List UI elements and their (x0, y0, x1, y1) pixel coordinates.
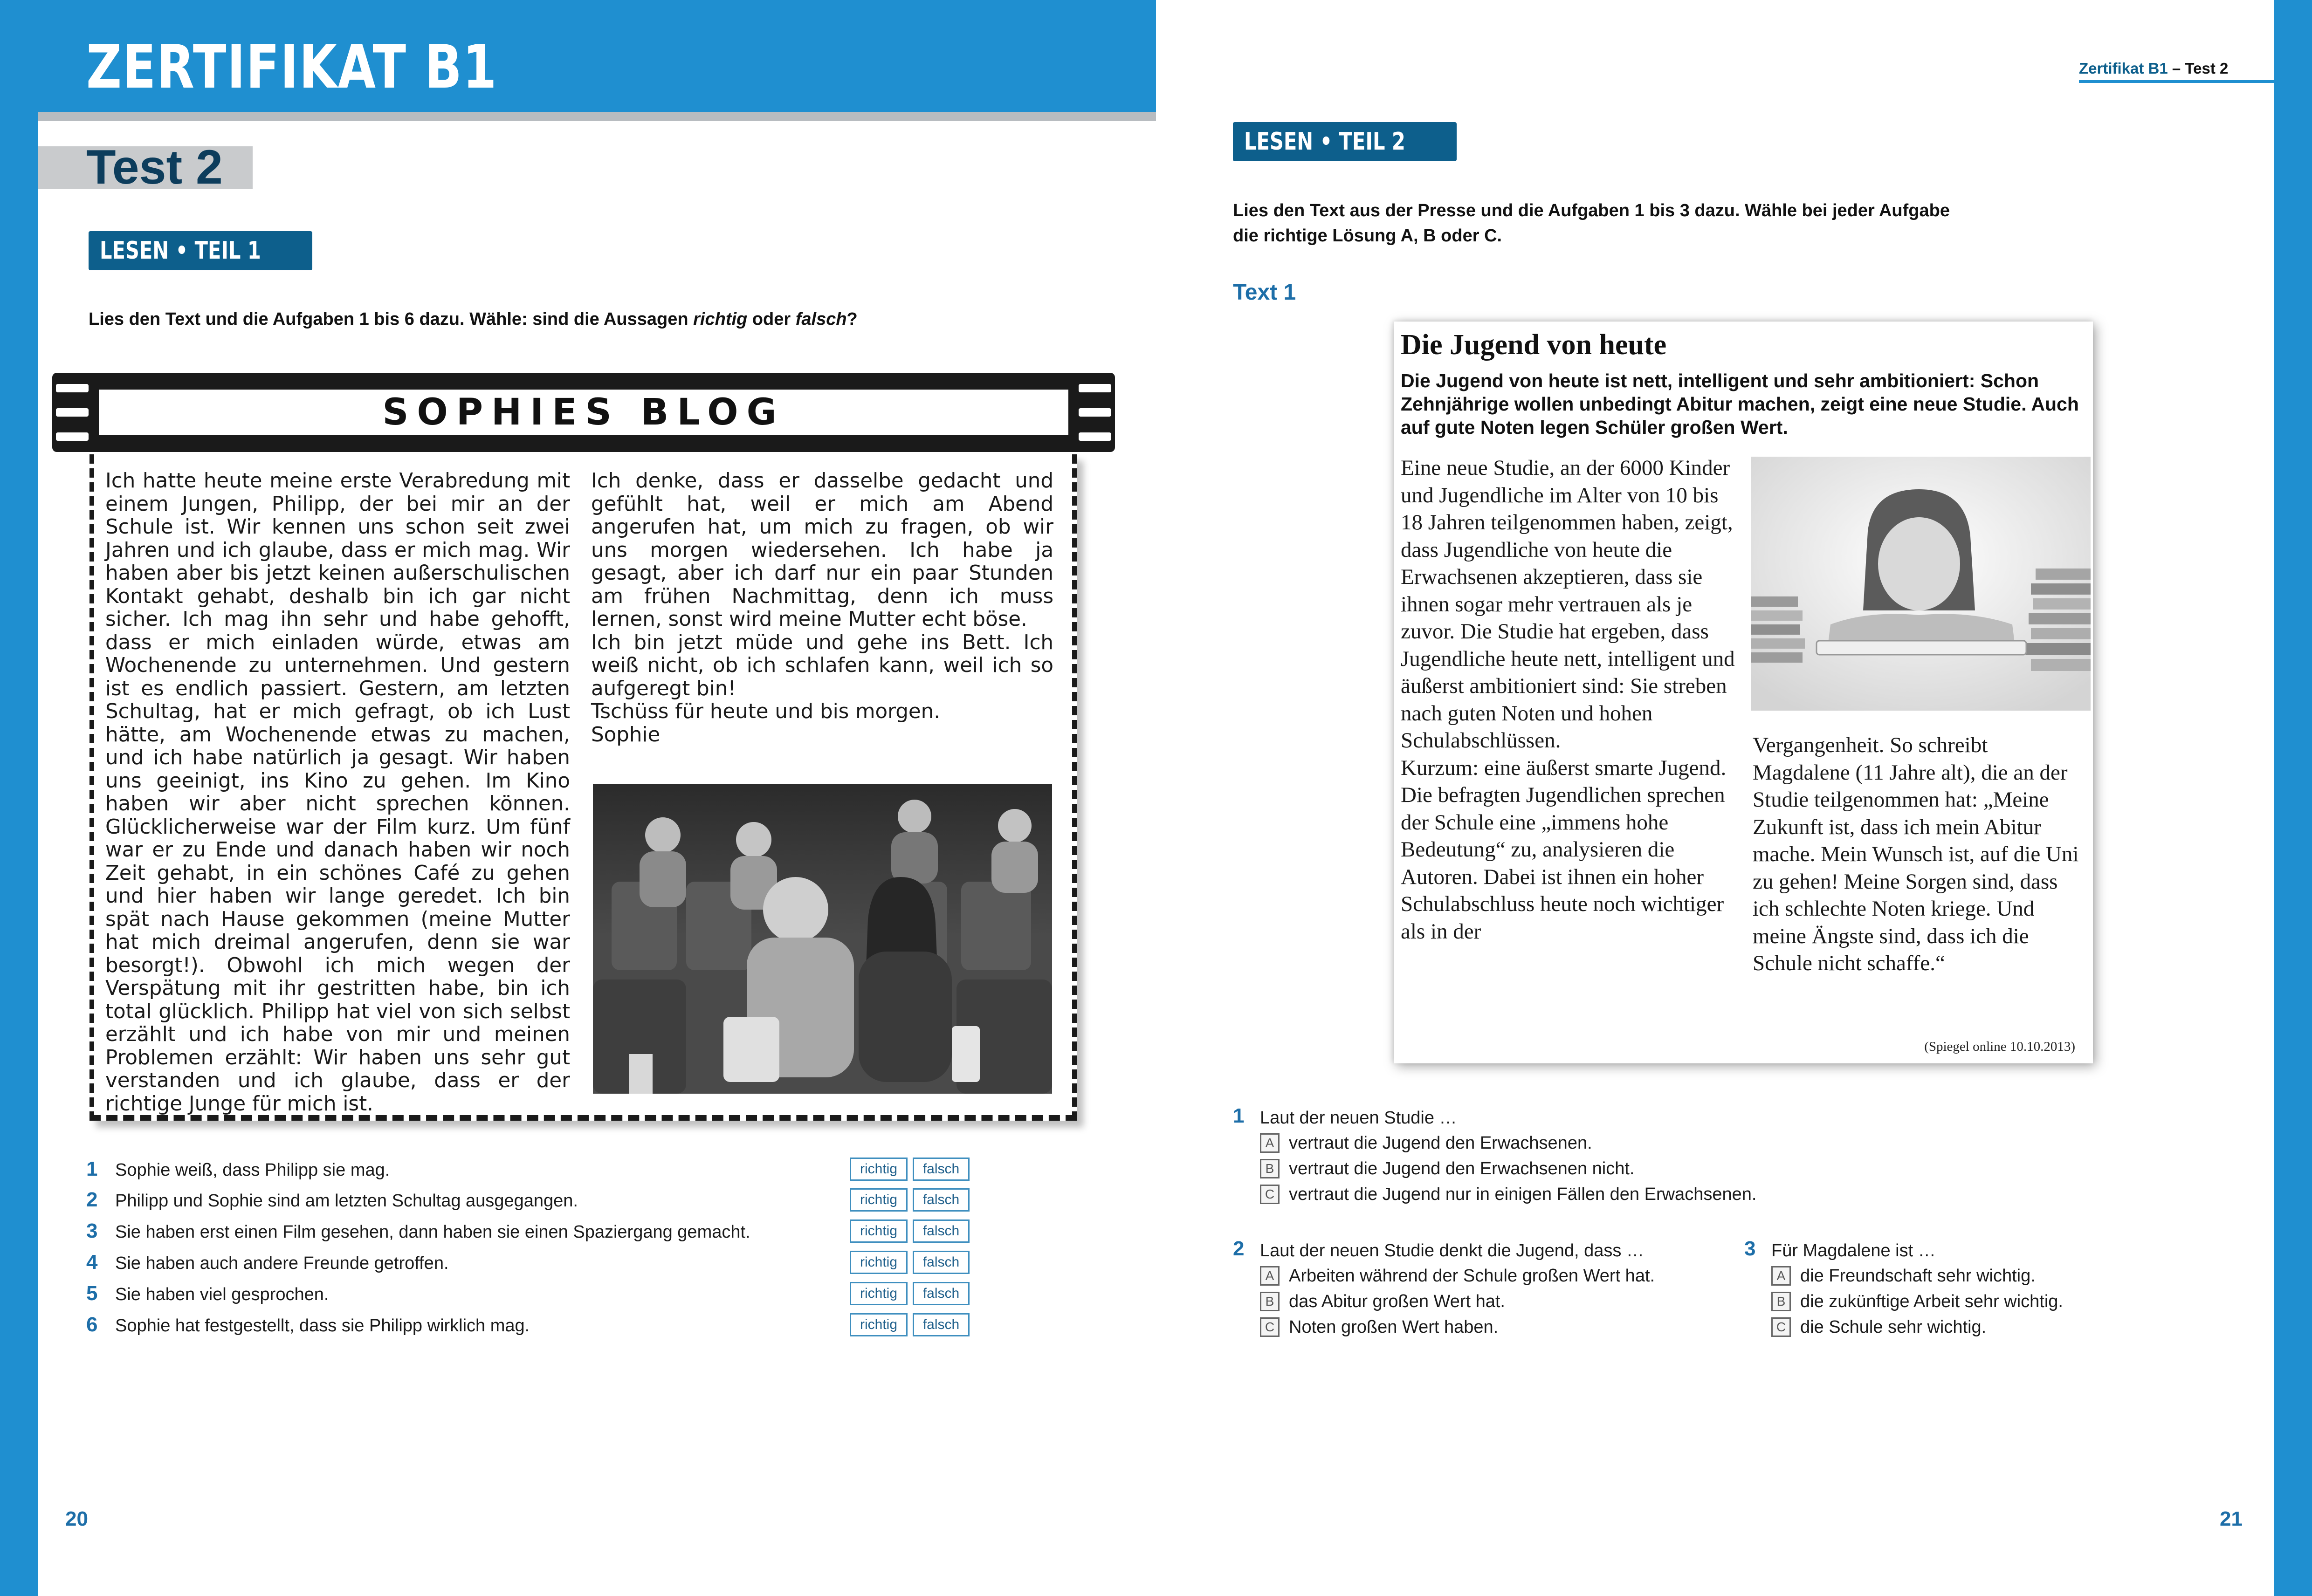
option-text: vertraut die Jugend den Erwachsenen. (1289, 1133, 1592, 1153)
article-source: (Spiegel online 10.10.2013) (1924, 1039, 2075, 1054)
option-checkbox[interactable]: C (1260, 1185, 1280, 1204)
left-page-edge (0, 0, 38, 1596)
option-text: vertraut die Jugend nur in einigen Fällen den Erwachsenen. (1289, 1185, 1757, 1204)
blog-title: SOPHIES BLOG (382, 391, 785, 433)
richtig-option[interactable]: richtig (850, 1158, 908, 1181)
option-checkbox[interactable]: C (1771, 1317, 1791, 1337)
question-text: Laut der neuen Studie … (1260, 1108, 1457, 1128)
instructions-teil-1: Lies den Text und die Aufgaben 1 bis 6 dazu. Wähle: sind die Aussagen richtig oder falsch? (89, 309, 858, 329)
option-text: die Schule sehr wichtig. (1800, 1317, 1987, 1337)
option-text: das Abitur großen Wert hat. (1289, 1292, 1505, 1311)
falsch-option[interactable]: falsch (913, 1158, 970, 1181)
falsch-option[interactable]: falsch (913, 1282, 970, 1305)
option-checkbox[interactable]: B (1260, 1292, 1280, 1311)
question-text: Sie haben viel gesprochen. (115, 1285, 329, 1304)
richtig-option[interactable]: richtig (850, 1188, 908, 1212)
question-text: Sie haben erst einen Film gesehen, dann haben sie einen Spaziergang gemacht. (115, 1222, 750, 1242)
running-head: Zertifikat B1 – Test 2 (2079, 60, 2229, 77)
option-text: die Freundschaft sehr wichtig. (1800, 1266, 2036, 1286)
question-number: 3 (86, 1219, 98, 1242)
option-checkbox[interactable]: B (1260, 1159, 1280, 1178)
blog-header (97, 388, 1070, 437)
cinema-photo (593, 784, 1052, 1094)
question-text: Philipp und Sophie sind am letzten Schultag ausgegangen. (115, 1191, 578, 1211)
richtig-option[interactable]: richtig (850, 1219, 908, 1243)
question-row (86, 1219, 972, 1247)
question-number: 2 (1233, 1237, 1245, 1260)
falsch-option[interactable]: falsch (913, 1219, 970, 1243)
blog-text-column-1: Ich hatte heute meine erste Verabredung mit einem Jungen, Philipp, der bei mir an der Schule ist. Wir kennen uns schon seit zwei Jahren und ich glaube, dass er mich mag. Wir haben aber bis jetzt keinen außerschulischen Kontakt gehabt, deshalb bin ich gar nicht sicher. Ich mag ihn sehr und habe gehofft, dass er mich einladen würde, etwas am Wochenende zu unternehmen. Und gestern ist es endlich passiert. Gestern, am letzten Schultag, hat er mich gefragt, ob ich Lust hätte, am Wochenende etwas zu machen, und ich habe natürlich ja gesagt. Wir haben uns geeinigt, ins Kino zu gehen. Im Kino haben wir aber nicht sprechen können. Glücklicherweise war der Film kurz. Um fünf war er zu Ende und danach haben wir noch Zeit gehabt, in ein schönes Café zu gehen und hier haben wir lange geredet. Ich bin spät nach Hause gekommen (meine Mutter hat mich dreimal angerufen, denn sie war besorgt!). Obwohl ich mich wegen der Verspätung mit ihr gestritten habe, bin ich total glücklich. Philipp hat viel von sich selbst erzählt und ich habe von mir und meinen Problemen erzählt: Wir haben uns sehr gut verstanden und ich glaube, dass er der richtige Junge für mich ist. (105, 469, 570, 1116)
option-checkbox[interactable]: A (1260, 1266, 1280, 1286)
question-text: Für Magdalene ist … (1771, 1241, 1936, 1260)
option-checkbox[interactable]: B (1771, 1292, 1791, 1311)
section-tag-lesen-teil-1: LESEN • TEIL 1 (89, 231, 312, 270)
question-text: Sophie hat festgestellt, dass sie Philipp wirklich mag. (115, 1316, 530, 1336)
blog-text-column-2: Ich denke, dass er dasselbe gedacht und gefühlt hat, weil er mich am Abend angerufen hat, um mich zu fragen, ob wir uns morgen wiedersehen. Ich habe ja gesagt, aber ich darf nur ein paar Stunden am frühen Nachmittag, denn ich muss lernen, sonst wird meine Mutter echt böse. Ich bin jetzt müde und gehe ins Bett. Ich weiß nicht, ob ich schlafen kann, weil ich so aufgeregt bin! Tschüss für heute und bis morgen. Sophie (591, 469, 1053, 747)
option-text: vertraut die Jugend den Erwachsenen nicht. (1289, 1159, 1635, 1178)
question-number: 1 (86, 1158, 98, 1180)
option-text: die zukünftige Arbeit sehr wichtig. (1800, 1292, 2063, 1311)
right-page-edge (2274, 0, 2312, 1596)
question-row (86, 1251, 972, 1279)
page-number-right: 21 (2220, 1507, 2243, 1530)
instructions-teil-2: Lies den Text aus der Presse und die Aufgaben 1 bis 3 dazu. Wähle bei jeder Aufgabe die richtige Lösung A, B oder C. (1233, 201, 1950, 246)
falsch-option[interactable]: falsch (913, 1188, 970, 1212)
article-lead: Die Jugend von heute ist nett, intelligent und sehr ambitioniert: Schon Zehnjährige wollen unbedingt Abitur machen, zeigt eine neue Studie. Auch auf gute Noten legen Schüler großen Wert. (1401, 370, 2079, 438)
richtig-option[interactable]: richtig (850, 1313, 908, 1336)
question-row (86, 1158, 972, 1185)
option-checkbox[interactable]: C (1260, 1317, 1280, 1337)
question-number: 3 (1744, 1237, 1756, 1260)
question-row (86, 1282, 972, 1310)
richtig-option[interactable]: richtig (850, 1251, 908, 1274)
richtig-option[interactable]: richtig (850, 1282, 908, 1305)
girl-with-books-photo (1751, 457, 2091, 711)
question-text: Sie haben auch andere Freunde getroffen. (115, 1254, 449, 1273)
running-head-underline (2079, 80, 2274, 83)
question-number: 2 (86, 1188, 98, 1211)
test-title: Test 2 (86, 140, 223, 194)
falsch-option[interactable]: falsch (913, 1313, 970, 1336)
page-number-left: 20 (65, 1507, 88, 1530)
text-label: Text 1 (1233, 280, 1296, 305)
question-number: 6 (86, 1313, 98, 1336)
main-title: ZERTIFIKAT B1 (86, 33, 498, 102)
option-checkbox[interactable]: A (1260, 1133, 1280, 1153)
header-underline (38, 112, 1156, 121)
question-text: Sophie weiß, dass Philipp sie mag. (115, 1160, 390, 1180)
option-text: Noten großen Wert haben. (1289, 1317, 1499, 1337)
article-column-1: Eine neue Studie, an der 6000 Kinder und Jugendliche im Alter von 10 bis 18 Jahren teilgenommen haben, zeigt, dass Jugendliche von heute die Erwachsenen akzeptieren, dass sie ihnen sogar mehr vertrauen als je zuvor. Die Studie hat ergeben, dass Jugendliche heute nett, intelligent und äußerst ambitioniert sind: Sie streben nach guten Noten und hohen Schulabschlüssen. Kurzum: eine äußerst smarte Jugend. Die befragten Jugendlichen sprechen der Schule eine „immens hohe Bedeutung“ zu, analysieren die Autoren. Dabei ist ihnen ein hoher Schulabschluss heute noch wichtiger als in der (1401, 456, 1735, 944)
question-row (86, 1313, 972, 1341)
question-number: 4 (86, 1251, 98, 1274)
question-number: 1 (1233, 1104, 1245, 1127)
option-text: Arbeiten während der Schule großen Wert hat. (1289, 1266, 1655, 1286)
question-row (86, 1188, 972, 1216)
question-number: 5 (86, 1282, 98, 1305)
option-checkbox[interactable]: A (1771, 1266, 1791, 1286)
falsch-option[interactable]: falsch (913, 1251, 970, 1274)
article-title: Die Jugend von heute (1401, 329, 1667, 361)
question-text: Laut der neuen Studie denkt die Jugend, dass … (1260, 1241, 1644, 1260)
article-column-2: Vergangenheit. So schreibt Magdalene (11 Jahre alt), die an der Studie teilgenommen hat: „Meine Zukunft ist, dass ich mein Abitur mache. Mein Wunsch ist, auf die Uni zu gehen! Meine Sorgen sind, dass ich schlechte Noten kriege. Und meine Ängste sind, dass ich die Schule nicht schaffe.“ (1753, 733, 2079, 975)
section-tag-lesen-teil-2: LESEN • TEIL 2 (1233, 122, 1457, 161)
